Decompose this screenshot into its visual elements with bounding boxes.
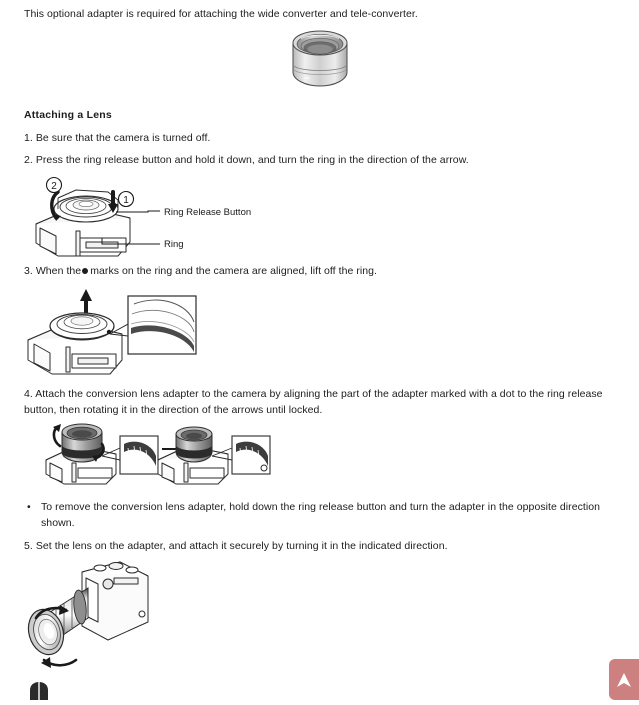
camera-ring-release-figure	[18, 176, 268, 266]
svg-text:1: 1	[123, 195, 129, 206]
arrow-up-icon	[616, 671, 632, 689]
step-4-text: 4. Attach the conversion lens adapter to the camera by aligning the part of the adapter marked with a dot to the ring release button, then rotating it in the direction of the arrows until locked.	[24, 388, 603, 416]
step-2-text: 2. Press the ring release button and hold it down, and turn the ring in the direction of the arrow.	[24, 154, 469, 166]
remove-adapter-note	[27, 500, 627, 531]
step-1-text: 1. Be sure that the camera is turned off.	[24, 132, 211, 144]
camera-telephoto-lens-figure	[22, 556, 182, 691]
step-3-text-before: 3. When the	[24, 265, 82, 277]
dot-mark-icon	[82, 268, 88, 274]
step-3-text-after: marks on the ring and the camera are aligned, lift off the ring.	[90, 265, 378, 277]
camera-adapter-rotate-figure	[42, 416, 272, 493]
camera-lift-ring-figure	[10, 284, 220, 384]
ring-label: Ring	[164, 239, 184, 250]
next-section-partial-illustration	[28, 682, 50, 705]
ring-release-button-label: Ring Release Button	[164, 207, 252, 218]
conversion-lens-adapter-figure	[287, 28, 353, 95]
remove-adapter-note-text: To remove the conversion lens adapter, hold down the ring release button and turn the adapter in the opposite direction shown.	[41, 501, 601, 529]
intro-paragraph: This optional adapter is required for attaching the wide converter and tele-converter.	[24, 8, 418, 20]
step-5-text: 5. Set the lens on the adapter, and attach it securely by turning it in the indicated direction.	[24, 540, 448, 552]
section-heading: Attaching a Lens	[24, 109, 112, 121]
bullet-marker: •	[27, 501, 31, 513]
svg-text:2: 2	[51, 181, 57, 192]
step-3-text	[24, 264, 624, 280]
scroll-to-top-button[interactable]	[609, 659, 639, 700]
